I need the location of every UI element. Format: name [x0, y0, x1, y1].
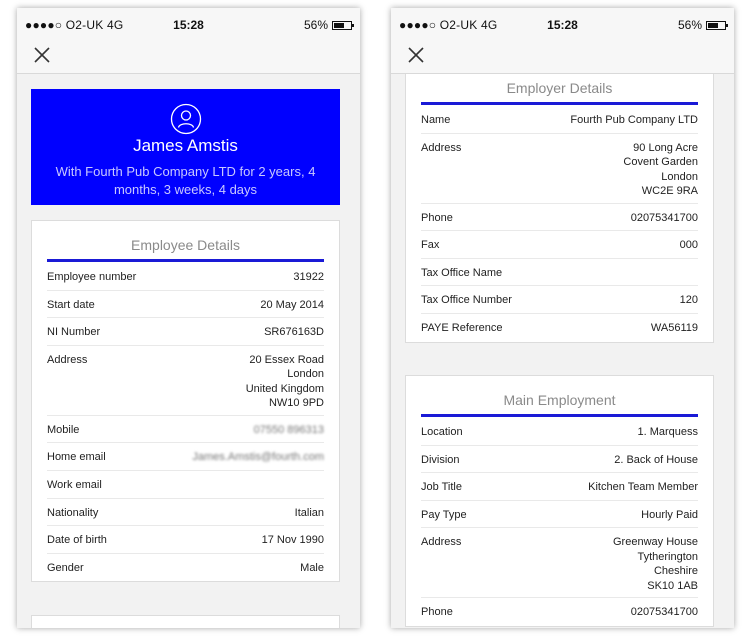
value-line: Male [300, 561, 324, 574]
employment-tenure: With Fourth Pub Company LTD for 2 years, 4 months, 3 weeks, 4 days [55, 164, 316, 197]
row-value [631, 211, 698, 226]
phone-screen-employee [17, 8, 360, 628]
battery-percent: 56% [303, 18, 328, 32]
value-line: London [661, 170, 698, 183]
value-line: Covent Garden [623, 156, 698, 169]
row-label: Gender [47, 561, 84, 574]
row-label: Phone [421, 606, 453, 619]
row-value [570, 113, 698, 128]
value-line: 2. Back of House [614, 453, 698, 466]
detail-row-address [47, 346, 324, 416]
detail-row-division [421, 446, 698, 474]
value-line: NW10 9PD [268, 397, 324, 410]
row-label: Pay Type [421, 508, 467, 521]
row-label: Start date [47, 298, 95, 311]
row-label: Mobile [47, 423, 80, 436]
detail-row-start-date [47, 291, 324, 319]
row-label: Home email [47, 451, 106, 464]
detail-row-address [421, 528, 698, 598]
value-line: Hourly Paid [641, 508, 698, 521]
detail-row-location [421, 418, 698, 446]
detail-row-gender [47, 554, 324, 582]
row-label: Tax Office Number [421, 294, 512, 307]
row-value [264, 325, 324, 340]
row-label: NI Number [47, 326, 101, 339]
row-label: Phone [421, 211, 453, 224]
status-bar [391, 8, 734, 42]
row-value [613, 535, 698, 593]
row-value [300, 561, 324, 576]
phone-screen-employer [391, 8, 734, 628]
close-icon[interactable] [407, 46, 425, 64]
row-value [680, 238, 698, 253]
detail-row-work-email [47, 471, 324, 499]
clock: 15:28 [173, 18, 204, 32]
value-line: 20 Essex Road [249, 353, 324, 366]
row-value [614, 453, 698, 468]
value-line: 07550 896313 [253, 423, 324, 436]
detail-row-job-title [421, 473, 698, 501]
profile-banner [31, 89, 340, 205]
next-card-edge [31, 615, 340, 628]
value-line: 20 May 2014 [260, 298, 324, 311]
row-label: Location [421, 426, 463, 438]
detail-row-nationality [47, 499, 324, 527]
nav-bar [17, 42, 360, 74]
row-label: Name [421, 114, 451, 126]
title-underline [421, 414, 698, 417]
main-employment-card [405, 375, 714, 627]
title-underline [47, 259, 324, 262]
profile-content[interactable] [17, 74, 360, 628]
row-label: Fax [421, 239, 440, 252]
row-value [262, 533, 324, 548]
value-line: 90 Long Acre [633, 141, 698, 154]
detail-row-fax [421, 231, 698, 259]
status-bar [17, 8, 360, 42]
row-label: Tax Office Name [421, 266, 503, 279]
title-underline [421, 102, 698, 105]
row-value [246, 353, 324, 411]
value-line: Kitchen Team Member [588, 481, 698, 494]
value-line: Greenway House [613, 536, 698, 549]
detail-row-phone [421, 204, 698, 232]
detail-row-pay-type [421, 501, 698, 529]
row-value [680, 293, 698, 308]
row-label: Date of birth [47, 534, 107, 547]
value-line: Tytherington [637, 550, 698, 563]
value-line: Italian [294, 506, 324, 519]
row-value [641, 508, 698, 523]
row-value [293, 270, 324, 285]
row-label: Division [421, 453, 460, 466]
battery-indicator [678, 18, 726, 32]
detail-row-name [421, 106, 698, 134]
battery-indicator [304, 18, 352, 32]
value-line: 17 Nov 1990 [261, 534, 324, 547]
row-value [295, 506, 324, 521]
row-label: PAYE Reference [421, 321, 503, 334]
detail-row-paye-reference [421, 314, 698, 342]
value-line: 02075341700 [630, 606, 698, 619]
row-value [588, 480, 698, 495]
card-title: Main Employment [503, 392, 616, 408]
row-label: Work email [47, 478, 102, 491]
value-line: WC2E 9RA [641, 185, 698, 198]
close-icon[interactable] [33, 46, 51, 64]
row-label: Employee number [47, 271, 137, 283]
row-label: Nationality [47, 506, 99, 519]
detail-row-tax-office-name [421, 259, 698, 287]
value-line: SK10 1AB [647, 579, 698, 592]
detail-row-employee-number [47, 263, 324, 291]
value-line: Cheshire [653, 565, 698, 578]
card-title: Employer Details [506, 80, 613, 96]
employer-details-card [405, 74, 714, 343]
value-line: United Kingdom [245, 382, 324, 395]
row-value [260, 298, 324, 313]
row-label: Job Title [421, 481, 462, 494]
row-value [637, 425, 698, 440]
card-title: Employee Details [131, 237, 240, 253]
carrier-label: ●●●●○ O2-UK 4G [25, 18, 124, 32]
value-line: WA56119 [650, 321, 698, 334]
value-line: Fourth Pub Company LTD [570, 114, 698, 126]
detail-row-tax-office-number [421, 286, 698, 314]
value-line: 120 [679, 294, 698, 307]
value-line: 02075341700 [630, 211, 698, 224]
detail-row-ni-number [47, 318, 324, 346]
value-line: 31922 [293, 271, 324, 283]
value-line: SR676163D [264, 326, 324, 339]
detail-row-home-email [47, 443, 324, 471]
value-line: 000 [679, 239, 698, 252]
row-value [631, 605, 698, 620]
row-label: Address [421, 141, 462, 154]
row-value [623, 141, 698, 199]
row-label: Address [47, 353, 88, 366]
avatar-icon [170, 103, 202, 135]
value-line: 1. Marquess [637, 426, 698, 438]
employee-name: James Amstis [133, 136, 238, 155]
detail-row-phone [421, 598, 698, 626]
battery-percent: 56% [677, 18, 702, 32]
value-line: James.Amstis@fourth.com [192, 451, 324, 464]
nav-bar [391, 42, 734, 74]
detail-row-mobile [47, 416, 324, 444]
profile-content[interactable] [391, 74, 734, 628]
value-line: London [287, 368, 324, 381]
row-label: Address [421, 536, 462, 549]
detail-row-date-of-birth [47, 526, 324, 554]
employee-details-card [31, 220, 340, 582]
battery-icon [706, 21, 726, 30]
row-value [254, 423, 324, 438]
battery-icon [332, 21, 352, 30]
clock: 15:28 [547, 18, 578, 32]
detail-row-address [421, 134, 698, 204]
carrier-label: ●●●●○ O2-UK 4G [399, 18, 498, 32]
row-value [651, 321, 698, 336]
row-value [192, 450, 324, 465]
